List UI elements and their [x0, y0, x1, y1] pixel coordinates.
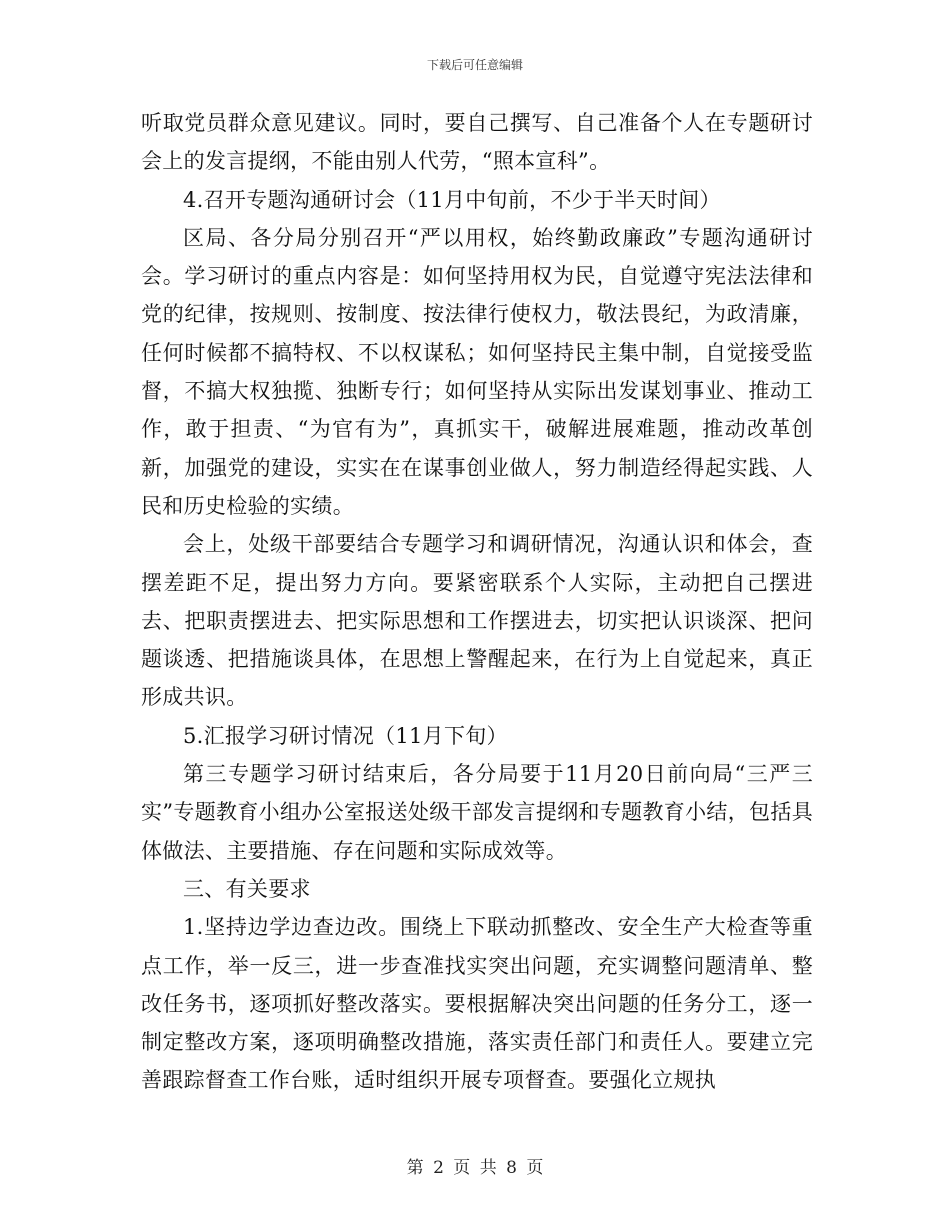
section-heading-requirements: 三、有关要求 [183, 876, 311, 901]
document-body [141, 104, 813, 1100]
paragraph-meeting-requirements: 会上，处级干部要结合专题学习和调研情况，沟通认识和体会，查摆差距不足，提出努力方向。要紧密联系个人实际，主动把自己摆进去、把职责摆进去、把实际思想和工作摆进去，切实把认识谈深、把问题谈透、把措施谈具体，在思想上警醒起来，在行为上自觉起来，真正形成共识。 [141, 532, 813, 710]
paragraph-requirement-1: 1.坚持边学边查边改。围绕上下联动抓整改、安全生产大检查等重点工作，举一反三，进一步查准找实突出问题，充实调整问题清单、整改任务书，逐项抓好整改落实。要根据解决突出问题的任务分工，逐一制定整改方案，逐项明确整改措施，落实责任部门和责任人。要建立完善跟踪督查工作台账，适时组织开展专项督查。要强化立规执 [141, 915, 813, 1093]
paragraph-item-4-heading: 4.召开专题沟通研讨会（11月中旬前，不少于半天时间） [183, 187, 721, 212]
paragraph-item-5-heading: 5.汇报学习研讨情况（11月下旬） [183, 723, 508, 748]
paragraph-continuation: 听取党员群众意见建议。同时，要自己撰写、自己准备个人在专题研讨会上的发言提纲，不能由别人代劳，“照本宣科”。 [141, 111, 813, 174]
paragraph-report-content: 第三专题学习研讨结束后，各分局要于11月20日前向局“三严三实”专题教育小组办公室报送处级干部发言提纲和专题教育小结，包括具体做法、主要措施、存在问题和实际成效等。 [141, 762, 813, 863]
page-header: 下载后可任意编辑 [426, 58, 523, 72]
page-number-footer: 第 2 页 共 8 页 [406, 1158, 544, 1178]
paragraph-seminar-content: 区局、各分局分别召开“严以用权，始终勤政廉政”专题沟通研讨会。学习研讨的重点内容是：如何坚持用权为民，自觉遵守宪法法律和党的纪律，按规则、按制度、按法律行使权力，敬法畏纪，为政清廉，任何时候都不搞特权、不以权谋私；如何坚持民主集中制，自觉接受监督，不搞大权独揽、独断专行；如何坚持从实际出发谋划事业、推动工作，敢于担责、“为官有为”，真抓实干，破解进展难题，推动改革创新，加强党的建设，实实在在谋事创业做人，努力制造经得起实践、人民和历史检验的实绩。 [141, 225, 813, 518]
